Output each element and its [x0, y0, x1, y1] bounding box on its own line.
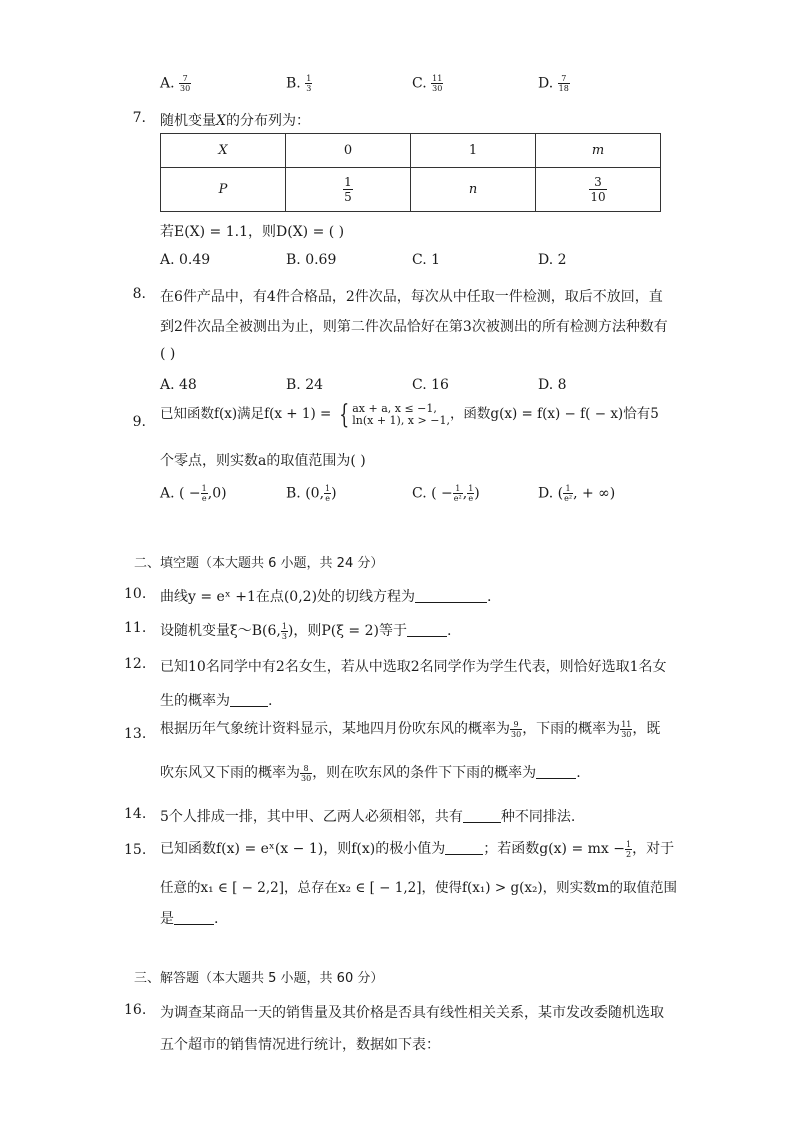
table-cell: X — [161, 134, 286, 168]
answer-blank[interactable] — [174, 910, 214, 925]
question-text-line: 已知函数f(x)满足f(x + 1) = { ax + a, x ≤ −1, ln(x + 1), x > −1, ，函数g(x) = f(x) − f( − x)恰有5 — [160, 399, 659, 430]
question-number: 8. — [132, 286, 146, 302]
question-condition: 若E(X) = 1.1，则D(X) = ( ) — [160, 224, 345, 240]
q6-option-d[interactable]: D. $\frac{7}{18}$ — [538, 74, 569, 93]
fraction: $\frac{7}{18}$ — [558, 74, 569, 93]
option-a[interactable]: A. 0.49 — [160, 252, 211, 268]
question-number: 10. — [124, 586, 147, 602]
question-text-line: 吹东风又下雨的概率为 $\frac{8}{30}$ ，则在吹东风的条件下下雨的概率为 . — [160, 763, 581, 783]
answer-blank[interactable] — [407, 622, 447, 637]
fraction: $\frac{1}{e}$ — [325, 484, 331, 503]
option-d[interactable]: D. ( $\frac{1}{\text{e²}}$ , + ∞) — [538, 484, 616, 503]
question-text-line: 已知10名同学中有2名女生，若从中选取2名同学作为学生代表，则恰好选取1名女 — [160, 659, 667, 675]
question-number: 7. — [132, 110, 146, 126]
fraction: $\frac{9}{30}$ — [511, 719, 522, 739]
table-cell: P — [161, 168, 286, 212]
fraction: $\frac{11}{30}$ — [621, 719, 632, 739]
question-text-line: 到2件次品全被测出为止，则第二件次品恰好在第3次被测出的所有检测方法种数有 — [160, 319, 668, 335]
answer-blank[interactable] — [230, 692, 268, 707]
option-b[interactable]: B. 24 — [286, 377, 324, 393]
answer-blank[interactable] — [463, 808, 501, 823]
table-cell: 0 — [286, 134, 411, 168]
option-a[interactable]: A. 48 — [160, 377, 197, 393]
question-text-line: ( ) — [160, 346, 176, 362]
option-b[interactable]: B. (0, $\frac{1}{e}$ ) — [286, 484, 337, 503]
question-text-line: 曲线y = eˣ +1在点(0,2)处的切线方程为 . — [160, 589, 492, 605]
question-text-line: 个零点，则实数a的取值范围为( ) — [160, 453, 366, 469]
table-row — [161, 134, 661, 168]
table-cell: m — [536, 134, 661, 168]
question-number: 14. — [124, 806, 147, 822]
answer-blank[interactable] — [536, 764, 576, 779]
option-d[interactable]: D. 8 — [538, 377, 567, 393]
question-text-line: 是 . — [160, 911, 219, 927]
question-text-line: 为调查某商品一天的销售量及其价格是否具有线性相关关系，某市发改委随机选取 — [160, 1005, 664, 1021]
option-c[interactable]: C. 16 — [412, 377, 449, 393]
question-text-line: 五个超市的销售情况进行统计，数据如下表： — [160, 1037, 440, 1053]
question-number: 11. — [124, 620, 147, 636]
fraction: $\frac{1}{e}$ — [201, 484, 207, 503]
table-cell — [286, 168, 411, 212]
section-heading: 二、填空题（本大题共 6 小题，共 24 分） — [134, 556, 384, 571]
question-number: 9. — [132, 414, 146, 430]
question-text-line: 任意的x₁ ∈ [ − 2,2]，总存在x₂ ∈ [ − 1,2]，使得f(x₁) > g(x₂)，则实数m的取值范围 — [160, 880, 677, 896]
fraction: $\frac{1}{5}$ — [344, 175, 352, 204]
option-a[interactable]: A. ( − $\frac{1}{e}$ ,0) — [160, 484, 227, 503]
fraction: $\frac{8}{30}$ — [301, 763, 312, 783]
fraction: $\frac{1}{\text{e²}}$ — [564, 484, 573, 503]
fraction: $\frac{1}{e}$ — [468, 484, 474, 503]
piecewise-cases: ax + a, x ≤ −1, ln(x + 1), x > −1, — [352, 401, 450, 427]
section-heading: 三、解答题（本大题共 5 小题，共 60 分） — [134, 971, 384, 986]
option-c[interactable]: C. 1 — [412, 252, 441, 268]
answer-blank[interactable] — [415, 588, 487, 603]
table-cell: 1 — [411, 134, 536, 168]
fraction: $\frac{11}{30}$ — [432, 74, 443, 93]
question-stem: 随机变量X的分布列为： — [160, 113, 310, 129]
fraction: $\frac{1}{2}$ — [625, 839, 632, 859]
question-text-line: 设随机变量ξ～B(6, $\frac{1}{3}$ )，则P(ξ = 2)等于 . — [160, 621, 452, 641]
option-d[interactable]: D. 2 — [538, 252, 567, 268]
question-text-line: 生的概率为 . — [160, 693, 273, 709]
fraction: $\frac{7}{30}$ — [180, 74, 191, 93]
answer-blank[interactable] — [445, 840, 483, 855]
question-text-line: 5个人排成一排，其中甲、乙两人必须相邻，共有 种不同排法. — [160, 809, 576, 825]
question-text-line: 根据历年气象统计资料显示，某地四月份吹东风的概率为 $\frac{9}{30}$ ，下雨的概率为 $\frac{11}{30}$ ，既 — [160, 719, 661, 739]
question-number: 15. — [124, 842, 147, 858]
question-number: 13. — [124, 726, 147, 742]
brace-icon: { — [338, 399, 349, 430]
table-cell — [536, 168, 661, 212]
table-cell: n — [411, 168, 536, 212]
q6-option-b[interactable]: B. $\frac{1}{3}$ — [286, 74, 312, 93]
table-row — [161, 168, 661, 212]
fraction: $\frac{3}{10}$ — [590, 175, 606, 204]
fraction: $\frac{1}{\text{e²}}$ — [453, 484, 462, 503]
option-c[interactable]: C. ( − $\frac{1}{\text{e²}}$ , $\frac{1}{e}$ ) — [412, 484, 480, 503]
question-number: 12. — [124, 656, 147, 672]
question-text-line: 在6件产品中，有4件合格品，2件次品，每次从中任取一件检测，取后不放回，直 — [160, 289, 663, 305]
option-b[interactable]: B. 0.69 — [286, 252, 337, 268]
distribution-table — [160, 133, 661, 212]
fraction: $\frac{1}{3}$ — [306, 74, 312, 93]
question-text-line: 已知函数f(x) = eˣ(x − 1)，则f(x)的极小值为 ；若函数g(x) = mx − $\frac{1}{2}$ ，对于 — [160, 839, 675, 859]
q6-option-a[interactable]: A. $\frac{7}{30}$ — [160, 74, 191, 93]
q6-option-c[interactable]: C. $\frac{11}{30}$ — [412, 74, 443, 93]
question-number: 16. — [124, 1002, 147, 1018]
fraction: $\frac{1}{3}$ — [281, 621, 287, 641]
